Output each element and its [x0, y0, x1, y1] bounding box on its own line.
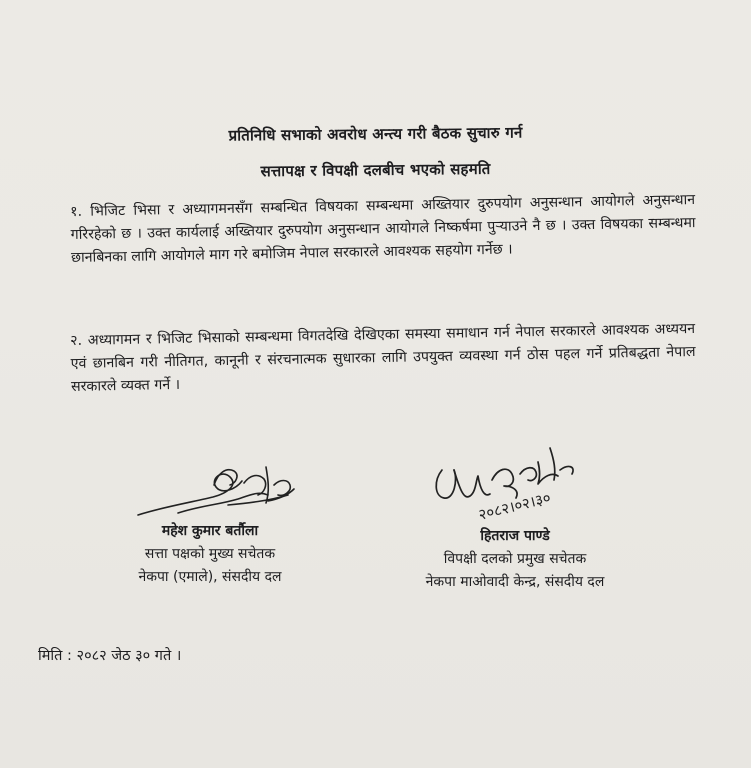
point-text: भिजिट भिसा र अध्यागमनसँग सम्बन्धित विषयका सम्बन्धमा अख्तियार दुरुपयोग अनुसन्धान आयोगले अनुसन्धान गरिरहेको छ । उक्त कार्यलाई अख्तियार दुरुपयोग अनुसन्धान आयोगले निष्कर्षमा पुऱ्याउने नै छ । उक्त विषयका सम्बन्धमा छानबिनका लागि आयोगले माग गरे बमोजिम नेपाल सरकारले आवश्यक सहयोग गर्नेछ ।	[70, 192, 696, 266]
document-date: मिति : २०८२ जेठ ३० गते ।	[38, 648, 182, 664]
signature-date-text: २०८२।०२।३०	[476, 488, 553, 524]
point-text: अध्यागमन र भिजिट भिसाको सम्बन्धमा विगतदेखि देखिएका समस्या समाधान गर्न नेपाल सरकारले आवश्यक अध्ययन एवं छानबिन गरी नीतिगत, कानूनी र संरचनात्मक सुधारका लागि उपयुक्त व्यवस्था गर्न ठोस पहल गर्ने प्रतिबद्धता नेपाल सरकारले व्यक्त गर्ने ।	[70, 321, 696, 395]
signatory-party: नेकपा (एमाले), संसदीय दल	[138, 569, 282, 585]
signature-mahesh-bartaula	[118, 455, 308, 530]
signatory-block-right	[385, 525, 645, 594]
point-number: २.	[70, 332, 83, 349]
signatory-party: नेकपा माओवादी केन्द्र, संसदीय दल	[425, 574, 605, 590]
signature-hitraj-pande	[420, 440, 620, 530]
signatory-name: हितराज पाण्डे	[480, 528, 550, 544]
agreement-point-2	[70, 318, 696, 399]
signatory-role: विपक्षी दलको प्रमुख सचेतक	[443, 551, 587, 567]
signatory-name: महेश कुमार बर्तौला	[161, 523, 259, 539]
signatory-role: सत्ता पक्षको मुख्य सचेतक	[144, 546, 276, 562]
point-number: १.	[70, 203, 83, 220]
signatory-block-left	[100, 520, 320, 589]
document-title-line-1: प्रतिनिधि सभाको अवरोध अन्त्य गरी बैठक सुचारु गर्न	[228, 123, 523, 145]
document-title-line-2: सत्तापक्ष र विपक्षी दलबीच भएको सहमति	[260, 159, 491, 181]
agreement-point-1	[70, 189, 696, 270]
